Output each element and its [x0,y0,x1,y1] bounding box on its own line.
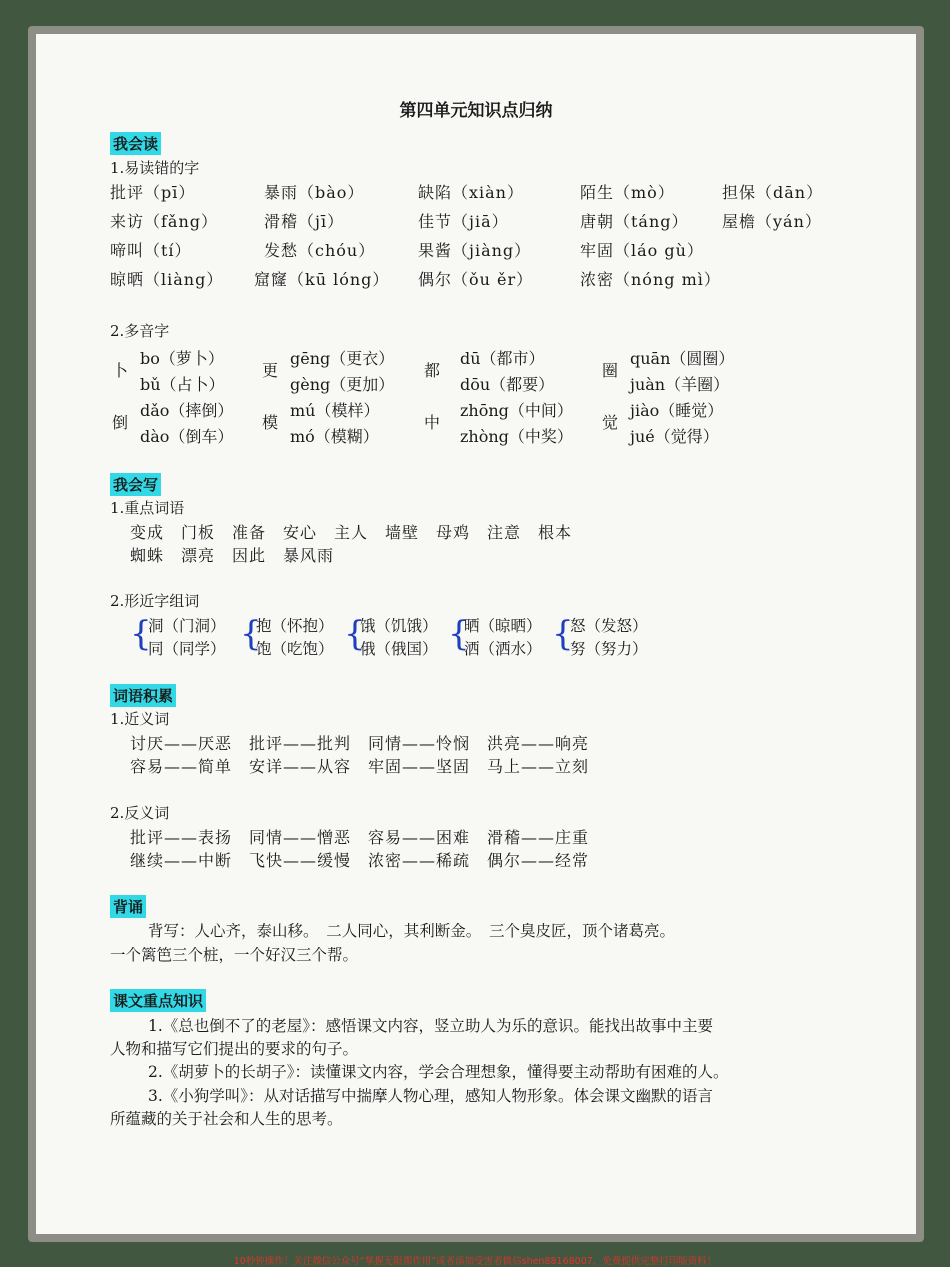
polyphone-reading: quān（圆圈） [630,349,735,368]
brace-glyph: { [552,614,574,654]
polyphone-char: 倒 [112,413,129,432]
polyphone-char: 模 [262,413,279,432]
polyphone-char: 觉 [602,413,619,432]
antonyms-line1: 批评——表扬 同情——憎恶 容易——困难 滑稽——庄重 [130,828,590,847]
antonyms-line2: 继续——中断 飞快——缓慢 浓密——稀疏 偶尔——经常 [130,851,590,870]
words-sub1: 1.近义词 [110,710,170,728]
read-word: 担保（dān） [722,183,824,202]
polyphone-char: 圈 [602,361,619,380]
recite-line1: 背写：人心齐，泰山移。 二人同心，其利断金。 三个臭皮匠，顶个诸葛亮。 [148,922,676,940]
polyphone-char: 更 [262,361,279,380]
polyphone-reading: bo（萝卜） [140,349,224,368]
polyphone-reading: dào（倒车） [140,427,234,446]
polyphone-reading: zhòng（中奖） [460,427,573,446]
read-word: 来访（fǎng） [110,212,219,231]
synonyms-line1: 讨厌——厌恶 批评——批判 同情——怜悯 洪亮——响亮 [130,734,590,753]
lesson-point-1: 1.《总也倒不了的老屋》：感悟课文内容，竖立助人为乐的意识。能找出故事中主要 [148,1017,714,1035]
document-sheet [36,34,916,1234]
page-title: 第四单元知识点归纳 [399,101,553,121]
polyphone-reading: juàn（羊圈） [630,375,730,394]
brace-glyph: { [448,614,470,654]
read-word: 果酱（jiàng） [418,241,532,260]
polyphone-reading: gēng（更衣） [290,349,395,368]
polyphone-reading: mó（模糊） [290,427,379,446]
polyphone-reading: dǎo（摔倒） [140,401,234,420]
section-header-write: 我会写 [110,473,161,496]
similar-char: 饱（吃饱） [256,640,334,658]
read-word: 晾晒（liàng） [110,270,224,289]
polyphone-reading: bǔ（占卜） [140,375,225,394]
similar-char: 洞（门洞） [148,617,226,635]
read-word: 屋檐（yán） [722,212,822,231]
read-word: 唐朝（táng） [580,212,689,231]
similar-char: 努（努力） [570,640,648,658]
lesson-point-1-cont: 人物和描写它们提出的要求的句子。 [110,1040,359,1058]
read-sub1: 1.易读错的字 [110,159,200,177]
read-sub2: 2.多音字 [110,322,170,340]
brace-glyph: { [130,614,152,654]
brace-glyph: { [240,614,262,654]
polyphone-reading: jiào（睡觉） [630,401,724,420]
key-words-line2: 蜘蛛 漂亮 因此 暴风雨 [130,546,335,565]
recite-line2: 一个篱笆三个桩，一个好汉三个帮。 [110,946,359,964]
read-word: 缺陷（xiàn） [418,183,524,202]
read-word: 窟窿（kū lóng） [254,270,390,289]
key-words-line1: 变成 门板 准备 安心 主人 墙壁 母鸡 注意 根本 [130,523,573,542]
read-word: 牢固（láo gù） [580,241,704,260]
section-header-recite: 背诵 [110,895,146,918]
similar-char: 怒（发怒） [570,617,648,635]
read-word: 啼叫（tí） [110,241,192,260]
read-word: 佳节（jiā） [418,212,509,231]
read-word: 发愁（chóu） [264,241,376,260]
polyphone-reading: dōu（都要） [460,375,555,394]
read-word: 滑稽（jī） [264,212,345,231]
footer-watermark: 10秒钟操作！关注微信公众号“掌握无限那作用”或者添加受害者微信shen88168007，免费提供完整打印版资料！ [233,1256,717,1267]
write-sub1: 1.重点词语 [110,499,185,517]
section-header-words: 词语积累 [110,684,176,707]
polyphone-char: 卜 [112,361,129,380]
synonyms-line2: 容易——简单 安详——从容 牢固——坚固 马上——立刻 [130,757,590,776]
similar-char: 饿（饥饿） [360,617,438,635]
polyphone-reading: jué（觉得） [630,427,719,446]
similar-char: 洒（洒水） [464,640,542,658]
polyphone-reading: zhōng（中间） [460,401,573,420]
similar-char: 俄（俄国） [360,640,438,658]
read-word: 陌生（mò） [580,183,675,202]
section-header-read: 我会读 [110,132,161,155]
similar-char: 抱（怀抱） [256,617,334,635]
brace-glyph: { [344,614,366,654]
lesson-point-2: 2.《胡萝卜的长胡子》：读懂课文内容，学会合理想象，懂得要主动帮助有困难的人。 [148,1063,729,1081]
polyphone-char: 都 [424,361,441,380]
read-word: 浓密（nóng mì） [580,270,721,289]
lesson-point-3: 3.《小狗学叫》：从对话描写中揣摩人物心理，感知人物形象。体会课文幽默的语言 [148,1087,714,1105]
polyphone-reading: dū（都市） [460,349,545,368]
lesson-point-3-cont: 所蕴藏的关于社会和人生的思考。 [110,1110,343,1128]
read-word: 偶尔（ǒu ěr） [418,270,534,289]
read-word: 暴雨（bào） [264,183,365,202]
section-header-lessons: 课文重点知识 [110,989,206,1012]
polyphone-reading: gèng（更加） [290,375,395,394]
words-sub2: 2.反义词 [110,804,170,822]
polyphone-reading: mú（模样） [290,401,380,420]
similar-char: 同（同学） [148,640,226,658]
polyphone-char: 中 [424,413,441,432]
write-sub2: 2.形近字组词 [110,592,200,610]
similar-char: 晒（晾晒） [464,617,542,635]
read-word: 批评（pī） [110,183,196,202]
